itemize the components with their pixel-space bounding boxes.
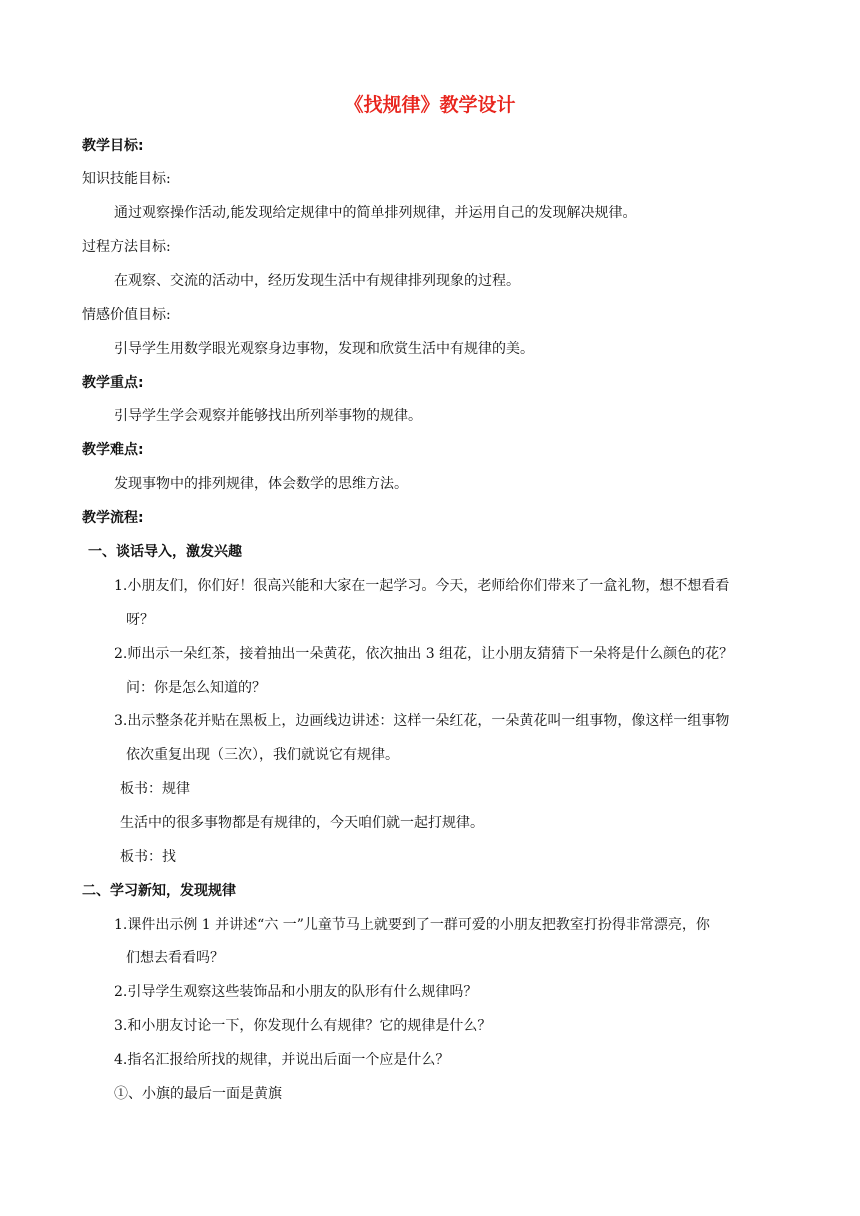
section2-heading: 二、学习新知，发现规律 [82, 883, 236, 899]
process-heading: 过程方法目标: [82, 239, 171, 255]
process-text: 在观察、交流的活动中，经历发现生活中有规律排列现象的过程。 [114, 273, 520, 289]
s1-board1: 板书：规律 [120, 781, 190, 797]
s2-item4: 4.指名汇报给所找的规律，并说出后面一个应是什么？ [114, 1052, 450, 1068]
knowledge-text: 通过观察操作活动,能发现给定规律中的简单排列规律，并运用自己的发现解决规律。 [114, 205, 637, 221]
s1-item3: 3.出示整条花并贴在黑板上，边画线边讲述：这样一朵红花，一朵黄花叫一组事物，像这样一组事物 [114, 713, 730, 729]
s2-item2: 2.引导学生观察这些装饰品和小朋友的队形有什么规律吗？ [114, 984, 478, 1000]
s1-board2: 板书：找 [120, 849, 176, 865]
difficulty-text: 发现事物中的排列规律，体会数学的思维方法。 [114, 476, 408, 492]
s2-item3: 3.和小朋友讨论一下，你发现什么有规律？它的规律是什么？ [114, 1018, 492, 1034]
knowledge-heading: 知识技能目标: [82, 171, 171, 187]
s2-item1: 1.课件出示例 1 并讲述“六 一”儿童节马上就要到了一群可爱的小朋友把教室打扮得非常漂亮，你 [114, 917, 710, 933]
key-point-heading: 教学重点: [82, 375, 144, 391]
s2-sub1: ①、小旗的最后一面是黄旗 [114, 1086, 282, 1102]
emotion-heading: 情感价值目标: [82, 307, 171, 323]
difficulty-heading: 教学难点: [82, 442, 144, 458]
s1-item2: 2.师出示一朵红茶，接着抽出一朵黄花，依次抽出 3 组花，让小朋友猜猜下一朵将是什么颜色的花？ [114, 646, 734, 662]
s1-item1-cont: 呀？ [126, 612, 154, 628]
s1-life: 生活中的很多事物都是有规律的，今天咱们就一起打规律。 [120, 815, 484, 831]
s2-item1-cont: 们想去看看吗？ [126, 950, 224, 966]
document-title: 《找规律》教学设计 [344, 94, 516, 116]
s1-item3-cont: 依次重复出现（三次），我们就说它有规律。 [126, 747, 399, 763]
s1-item1: 1.小朋友们，你们好！很高兴能和大家在一起学习。今天，老师给你们带来了一盒礼物，想不想看看 [114, 578, 730, 594]
section1-heading: 一、谈话导入，激发兴趣 [88, 544, 242, 560]
key-point-text: 引导学生学会观察并能够找出所列举事物的规律。 [114, 408, 422, 424]
emotion-text: 引导学生用数学眼光观察身边事物，发现和欣赏生活中有规律的美。 [114, 341, 534, 357]
s1-item2-cont: 问：你是怎么知道的？ [126, 680, 266, 696]
objectives-heading: 教学目标: [82, 138, 144, 154]
flow-heading: 教学流程: [82, 510, 144, 526]
